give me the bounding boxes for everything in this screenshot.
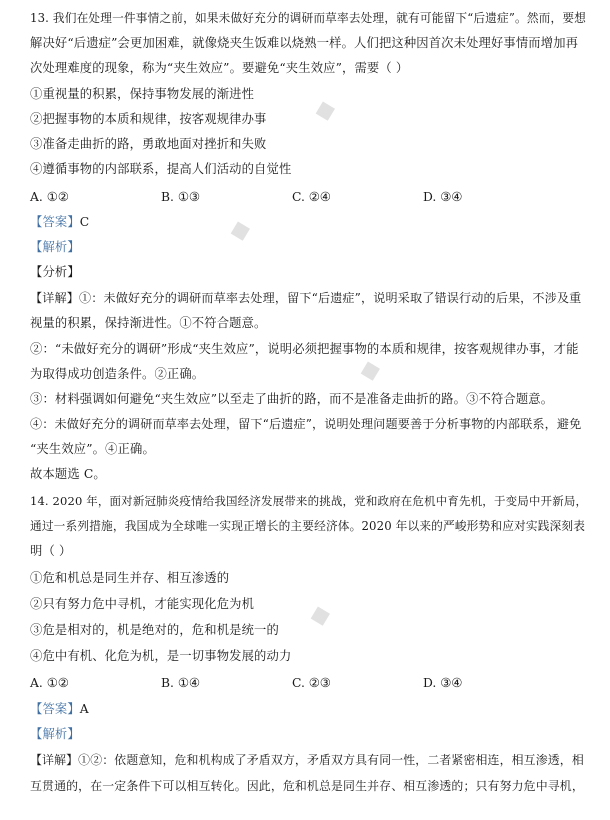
q13-detail-line-3: ②：“未做好充分的调研”形成“夹生效应”，说明必须把握事物的本质和规律，按客观规律办事，才能 [30,342,579,356]
q14-answer [30,701,582,717]
watermark: ◆ [306,598,334,632]
q13-detail-line-6: ④：未做好充分的调研而草率去处理，留下“后遗症”，说明处理问题要善于分析事物的内部联系，避免 [30,417,582,431]
q13-statement-4: ④遵循事物的内部联系，提高人们活动的自觉性 [30,162,292,176]
q13-detail-line-2: 视量的积累，保持渐进性。①不符合题意。 [30,316,267,330]
detail-text: ①②：依题意知，危和机构成了矛盾双方，矛盾双方具有同一性，二者紧密相连，相互渗透，相 [78,753,584,767]
q13-statement-1: ①重视量的积累，保持事物发展的渐进性 [30,87,255,101]
q13-jiexi-tag: 【解析】 [30,240,80,254]
watermark: ◆ [311,93,339,127]
q14-statement-1: ①危和机总是同生并存、相互渗透的 [30,571,230,585]
answer-value: C [79,215,90,229]
q13-answer [30,214,582,230]
detail-text: ①：未做好充分的调研而草率去处理，留下“后遗症”，说明采取了错误行动的后果，不涉及重 [78,291,582,305]
answer-value: A [79,702,89,716]
q14-option-d: D. ③④ [423,676,463,690]
q13-fenxi-tag: 【分析】 [30,265,80,279]
q13-stem-line-1: 13. 我们在处理一件事情之前，如果未做好充分的调研而草率去处理，就有可能留下“后遗症”。然而，要想 [30,11,587,25]
q13-detail-line-7: “夹生效应”。④正确。 [30,442,155,456]
q13-detail-line-1 [30,290,582,306]
q13-detail-line-5: ③：材料强调如何避免“夹生效应”以至走了曲折的路，而不是准备走曲折的路。③不符合题意。 [30,392,554,406]
q14-option-c: C. ②③ [292,676,331,690]
q14-stem-line-1: 14. 2020 年，面对新冠肺炎疫情给我国经济发展带来的挑战，党和政府在危机中育先机，于变局中开新局， [30,494,588,508]
q14-detail-line-1 [30,752,582,768]
q13-option-c: C. ②④ [292,190,331,204]
q13-detail-line-4: 为取得成功创造条件。②正确。 [30,367,205,381]
watermark: ◆ [356,353,384,387]
q14-statement-2: ②只有努力危中寻机，才能实现化危为机 [30,597,255,611]
q13-statement-2: ②把握事物的本质和规律，按客观规律办事 [30,112,267,126]
q13-option-d: D. ③④ [423,190,463,204]
q14-detail-line-2: 互贯通的，在一定条件下可以相互转化。因此，危和机总是同生并存、相互渗透的；只有努力危中寻机， [30,779,584,793]
answer-tag: 【答案】 [30,215,80,229]
q14-option-b: B. ①④ [161,676,200,690]
detail-tag: 【详解】 [30,753,79,767]
q13-option-b: B. ①③ [161,190,200,204]
q13-conclusion: 故本题选 C。 [30,467,106,481]
q13-statement-3: ③准备走曲折的路，勇敢地面对挫折和失败 [30,137,267,151]
detail-tag: 【详解】 [30,291,79,305]
q14-stem-line-2: 通过一系列措施，我国成为全球唯一实现正增长的主要经济体。2020 年以来的严峻形势和应对实践深刻表 [30,519,586,533]
q13-stem-line-2: 解决好“后遗症”会更加困难，就像烧夹生饭难以烧熟一样。人们把这种因首次未处理好事情而增加再 [30,36,579,50]
q14-jiexi-tag: 【解析】 [30,727,80,741]
q13-option-a: A. ①② [30,190,69,204]
q13-stem-line-3: 次处理难度的现象，称为“夹生效应”。要避免“夹生效应”，需要（ ） [30,61,409,75]
q14-statement-4: ④危中有机、化危为机，是一切事物发展的动力 [30,649,292,663]
q14-statement-3: ③危是相对的，机是绝对的，危和机是统一的 [30,623,279,637]
answer-tag: 【答案】 [30,702,80,716]
q14-stem-line-3: 明（ ） [30,544,72,558]
watermark: ◆ [226,213,254,247]
q14-option-a: A. ①② [30,676,69,690]
